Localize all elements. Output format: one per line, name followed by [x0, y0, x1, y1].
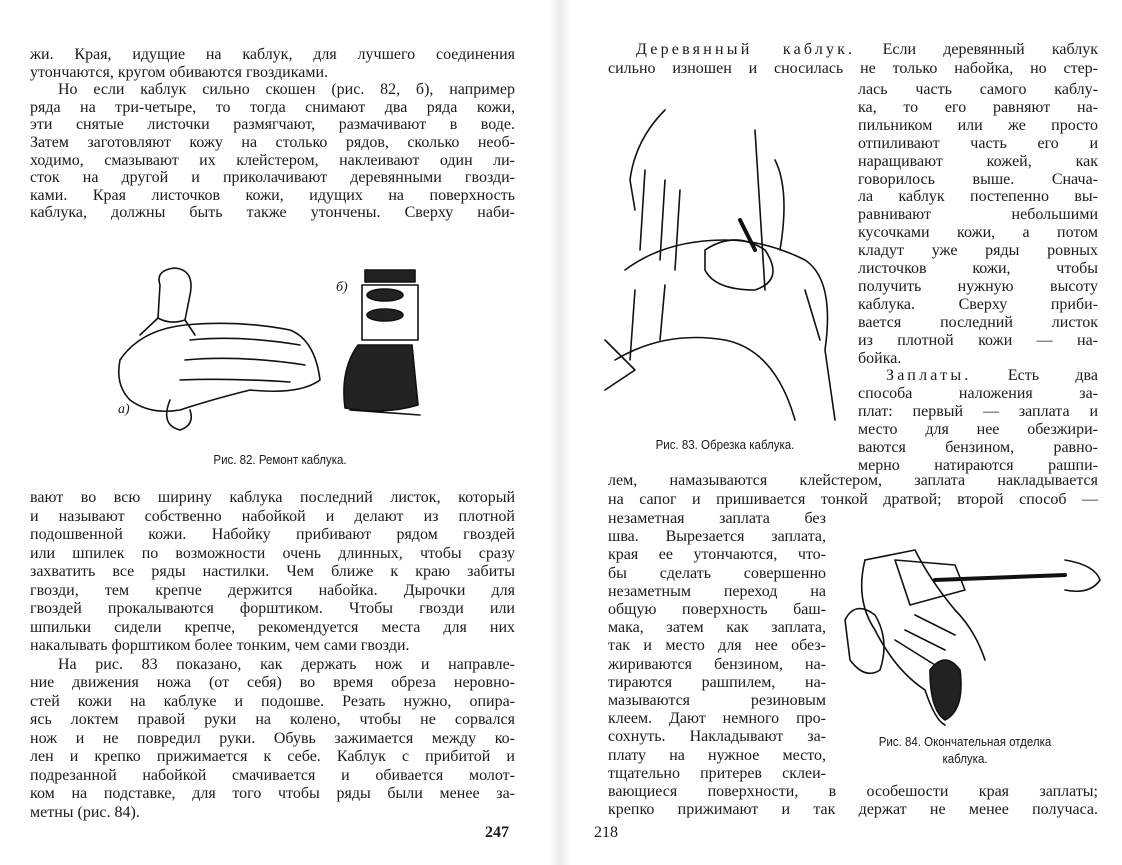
text-line: стей кожи на каблуке и подошве. Резать нужно, опира-	[30, 692, 515, 710]
text-line: лем, намазываются клейстером, заплата накладывается	[608, 472, 1098, 489]
text-line: каблука. Сверху приби-	[858, 295, 1098, 313]
text-line: место для нее обезжири-	[858, 421, 1098, 439]
text-line	[886, 367, 1098, 385]
text-line: Но если каблук сильно скошен (рис. 82, б), например	[58, 81, 515, 99]
text-line: общую поверхность баш-	[608, 601, 826, 618]
text-line: тщательно притерев склеи-	[608, 764, 826, 782]
text-line: равнивают небольшими	[858, 206, 1098, 224]
section-heading: Деревянный каблук.	[636, 41, 856, 58]
figure-83-heel-trimming-illustration	[605, 90, 850, 430]
text-line: из плотной кожи — на-	[858, 331, 1098, 349]
text-line: утончаются, кругом обиваются гвоздиками.	[30, 63, 329, 81]
text-line: мака, затем как заплата,	[608, 619, 826, 637]
text-line: захватить все ряды настилки. Чем ближе к краю забиты	[30, 563, 515, 580]
text-line: ряда на три-четыре, то тогда снимают два ряда кожи,	[30, 98, 515, 116]
text-line: эти снятые листочки размягчают, размачивают в воде.	[30, 116, 515, 134]
text-line: ками. Края листочков кожи, идущих на поверхность	[30, 186, 515, 204]
text-line: незаметным переход на	[608, 582, 826, 600]
figure-82-caption: Рис. 82. Ремонт каблука.	[213, 453, 347, 467]
text-line: лась часть самого каблу-	[858, 81, 1098, 98]
text-line: вается последний листок	[858, 313, 1098, 331]
text-line: сохнуть. Накладывают за-	[608, 728, 826, 746]
text-line: ком на подставке, для того чтобы ряды были менее за-	[30, 785, 515, 802]
text-line: нож и не повредил руки. Обувь зажимается между ко-	[30, 729, 515, 747]
text-line: сильно изношен и сносилась не только набойка, но стер-	[608, 60, 1098, 77]
text-line: или шпилек по возможности очень длинных, чтобы сразу	[30, 544, 515, 562]
figure-83-caption: Рис. 83. Обрезка каблука.	[655, 438, 795, 452]
text-line: кусочками кожи, а потом	[858, 224, 1098, 242]
figure-82-label-b: б)	[336, 280, 348, 295]
text-line: подрезанной набойкой смачивается и обивается молот-	[30, 766, 515, 784]
text-line: гвоздей прокалываются форштиком. Чтобы гвозди или	[30, 600, 515, 617]
section-heading: Заплаты.	[886, 367, 972, 385]
text-line: плату на нужное место,	[608, 746, 826, 764]
book-gutter	[548, 0, 572, 865]
text-line: бойка.	[858, 349, 902, 367]
text-line: вающиеся поверхности, в особешости края заплаты;	[608, 783, 1098, 800]
figure-82-heel-repair-illustration	[100, 240, 420, 440]
text-line: так и место для нее обез-	[608, 637, 826, 655]
text-line: ясь локтем правой руки на колено, чтобы не сорвался	[30, 711, 515, 728]
page-number-right: 218	[594, 824, 618, 841]
text-line: шва. Вырезается заплата,	[608, 528, 826, 546]
text-line: говорилось выше. Снача-	[858, 170, 1098, 188]
text-line: способа наложения за-	[858, 385, 1098, 403]
text-line-rest: Есть два	[971, 367, 1098, 385]
figure-84-heel-finishing-illustration	[835, 520, 1105, 730]
text-line: лен и крепко прижимается к себе. Каблук с прибитой и	[30, 748, 515, 765]
text-line: крепко прижимают и так держат не менее получаса.	[608, 801, 1098, 819]
text-line: ваются бензином, равно-	[858, 439, 1098, 456]
text-line: метны (рис. 84).	[30, 803, 140, 821]
text-line: на сапог и пришивается тонкой дратвой; второй способ —	[608, 491, 1098, 508]
text-line: каблука, должны быть также утончены. Сверху наби-	[30, 204, 515, 222]
text-line: шпильки сидели крепче, рекомендуется места для них	[30, 618, 515, 636]
figure-84-caption-line1: Рис. 84. Окончательная отделка	[878, 735, 1052, 749]
text-line: ходимо, смазывают их клейстером, наклеивают один ли-	[30, 151, 515, 169]
text-line: незаметная заплата без	[608, 510, 826, 527]
figure-84-caption-line2: каблука.	[942, 752, 988, 766]
text-line: клеем. Дают немного про-	[608, 710, 826, 728]
text-line: Затем заготовляют кожу на столько рядов, сколько необ-	[30, 134, 515, 151]
text-line: наращивают кожей, как	[858, 152, 1098, 170]
text-line: пильником или же просто	[858, 116, 1098, 134]
figure-82-label-a: а)	[118, 402, 130, 417]
text-line: тираются рашпилем, на-	[608, 673, 826, 691]
text-line: ние движения ножа (от себя) во время обреза неровно-	[30, 674, 515, 691]
text-line: края ее утончаются, что-	[608, 546, 826, 564]
text-line: ла каблук постепенно вы-	[858, 188, 1098, 206]
page-number-left: 247	[485, 824, 509, 841]
text-line: кладут уже ряды ровных	[858, 242, 1098, 260]
text-line: плат: первый — заплата и	[858, 403, 1098, 421]
text-line: жириваются бензином, на-	[608, 655, 826, 673]
text-line: отпиливают часть его и	[858, 134, 1098, 152]
text-line: бы сделать совершенно	[608, 564, 826, 582]
text-line: накалывать форштиком более тонким, чем сами гвозди.	[30, 637, 410, 654]
text-line-rest: Если деревянный каблук	[855, 41, 1099, 58]
text-line: ка, то его равняют на-	[858, 98, 1098, 116]
text-line	[636, 41, 1098, 59]
text-line: листочков кожи, чтобы	[858, 260, 1098, 277]
text-line: сток на другой и приколачивают деревянными гвозди-	[30, 169, 515, 187]
text-line: подошвенной кожи. Набойку прибивают рядом гвоздей	[30, 526, 515, 543]
text-line: получить нужную высоту	[858, 277, 1098, 295]
text-line: На рис. 83 показано, как держать нож и направле-	[58, 655, 515, 673]
text-line: мазываются резиновым	[608, 692, 826, 709]
text-line: гвозди, тем крепче держится набойка. Дырочки для	[30, 581, 515, 599]
text-line: мерно натираются рашпи-	[858, 456, 1098, 474]
text-line: и называют собственно набойкой и делают из плотной	[30, 507, 515, 525]
text-line: вают во всю ширину каблука последний листок, который	[30, 489, 515, 506]
text-line: жи. Края, идущие на каблук, для лучшего соединения	[30, 46, 515, 63]
